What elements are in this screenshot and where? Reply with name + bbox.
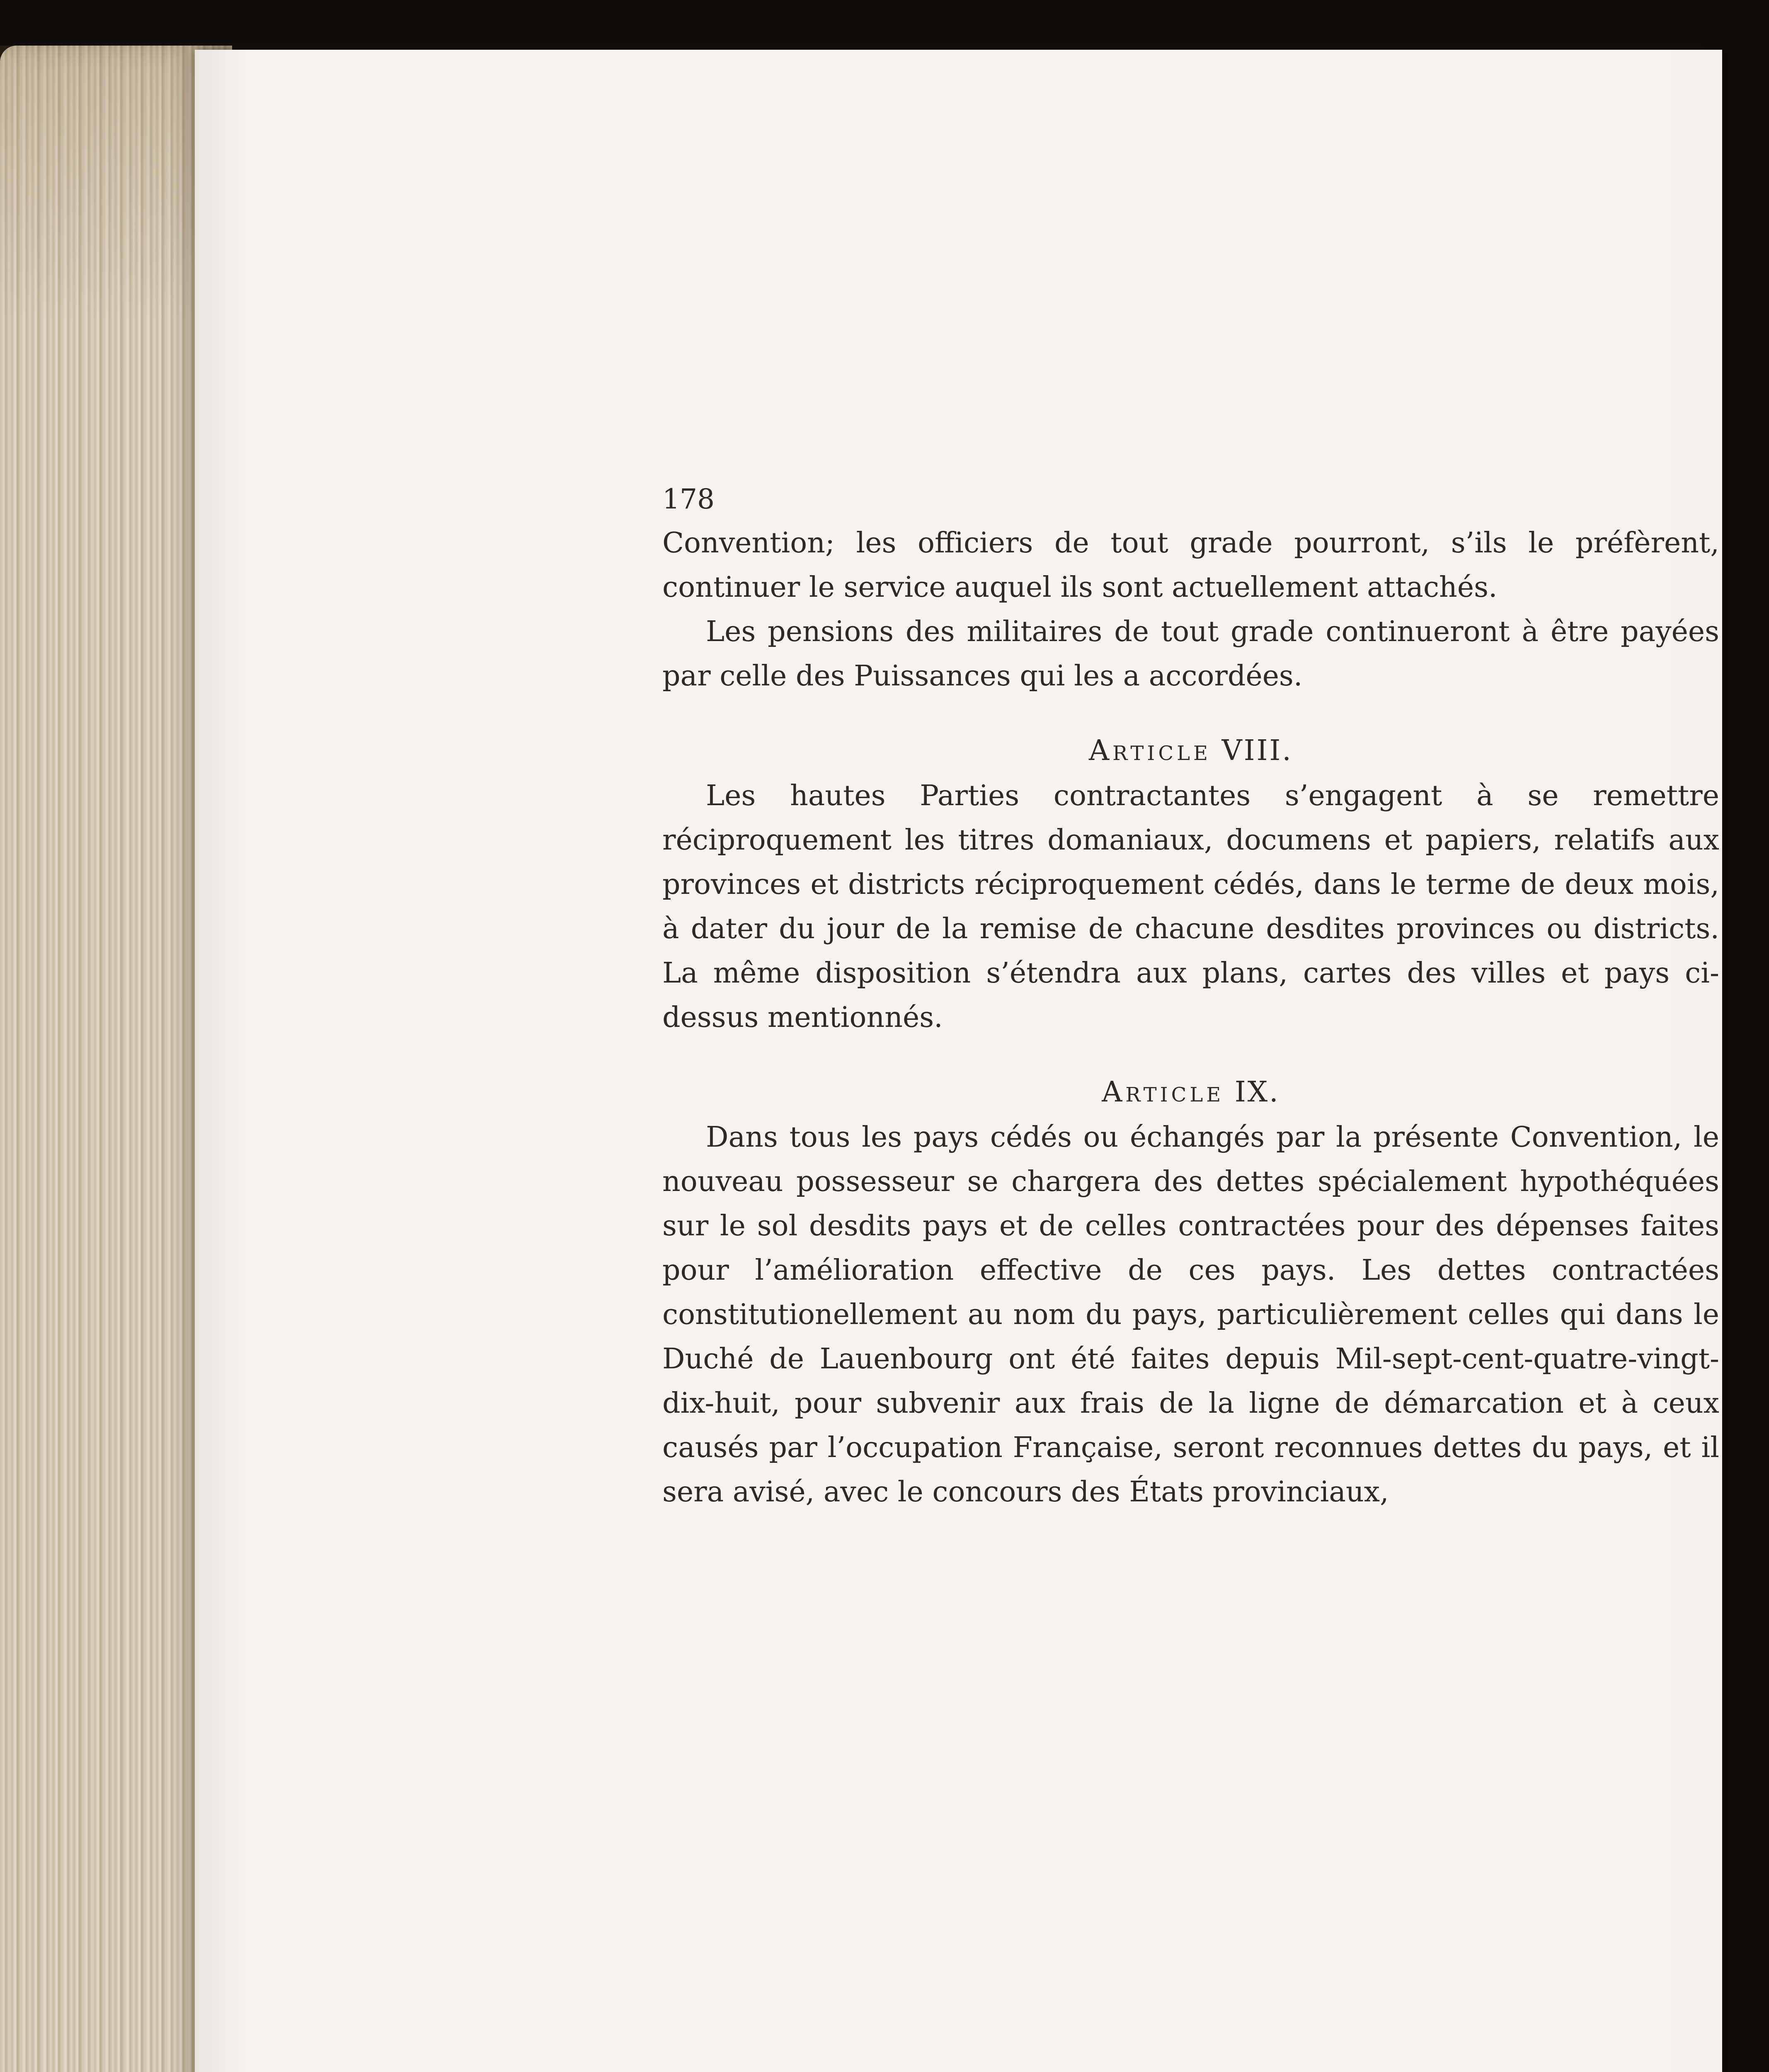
article-numeral: IX. [1234,1076,1280,1109]
paragraph: Les hautes Parties contractantes s’engagent à se remettre réciproquement les titres domaniaux, documens et papiers, relatifs aux provinces et districts réciproquement cédés, dans le terme de deux mois, à dater du jour de la remise de chacune desdites provinces ou districts. La même disposition s’étendra aux plans, cartes des villes et pays ci-dessus mentionnés. [662,779,1719,1034]
text-block [662,479,1719,1514]
page-number: 178 [662,483,715,515]
paragraph: Convention; les officiers de tout grade pourront, s’ils le préfèrent, continuer le service auquel ils sont actuellement attachés. [662,527,1719,604]
paragraph: Dans tous les pays cédés ou échangés par la présente Convention, le nouveau possesseur se chargera des dettes spécialement hypothéquées sur le sol desdits pays et de celles contractées pour des dépenses faites pour l’amélioration effective de ces pays. Les dettes contractées constitutionellement au nom du pays, particulièrement celles qui dans le Duché de Lauenbourg ont été faites depuis Mil-sept-cent-quatre-vingt-dix-huit, pour subvenir aux frais de la ligne de démarcation et à ceux causés par l’occupation Française, seront reconnues dettes du pays, et il sera avisé, avec le concours des États provinciaux, [662,1121,1719,1508]
book-page [195,50,1722,2072]
article-word: Article [1102,1076,1224,1109]
article-heading-viii [662,728,1719,774]
article-word: Article [1089,734,1212,767]
paragraph: Les pensions des militaires de tout grade continueront à être payées par celle des Puissances qui les a accordées. [662,615,1719,692]
article-heading-ix [662,1070,1719,1115]
article-numeral: VIII. [1221,734,1293,767]
